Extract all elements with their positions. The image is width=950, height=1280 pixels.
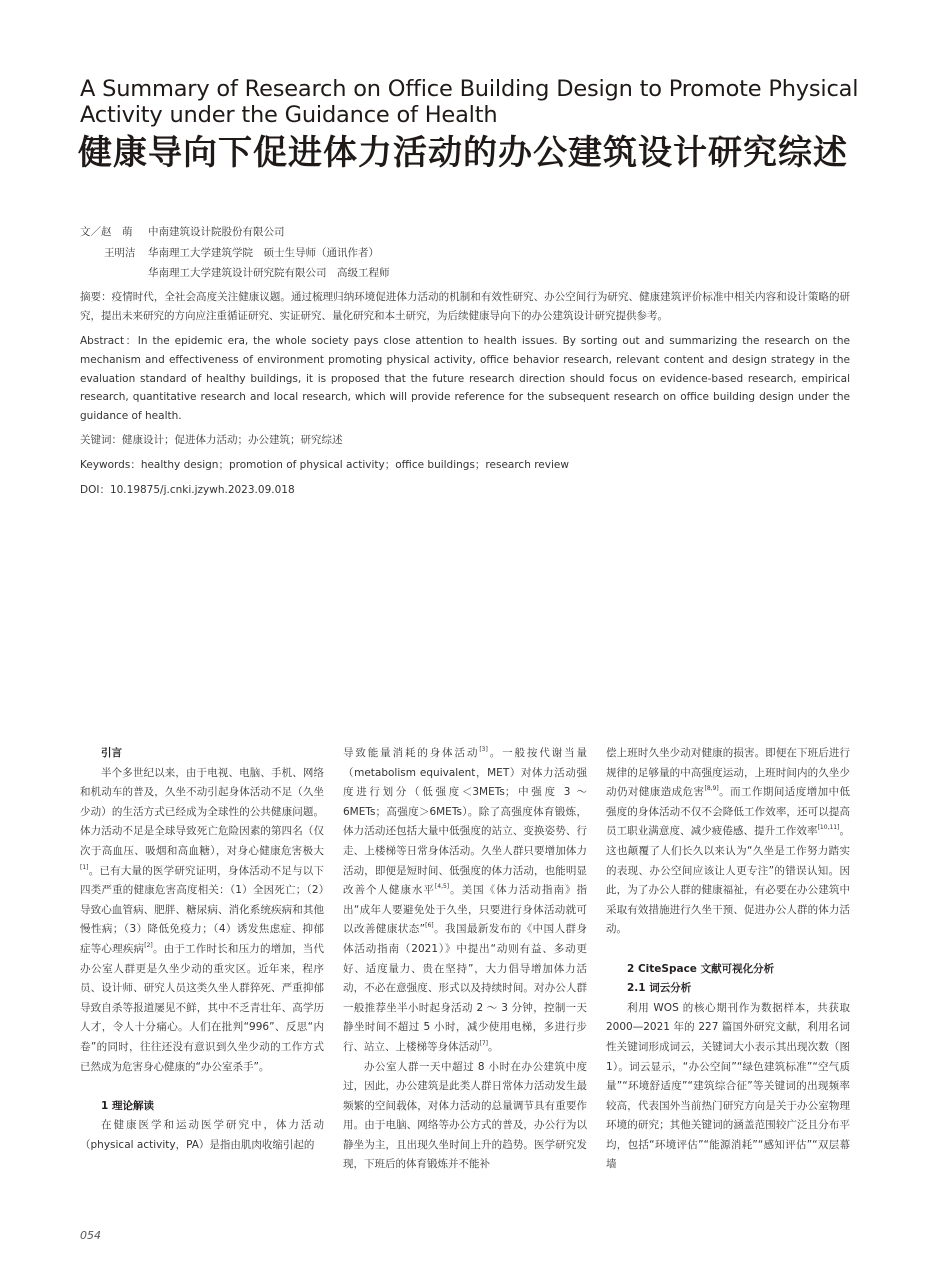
intro-paragraph: 半个多世纪以来，由于电视、电脑、手机、网络和机动车的普及，久坐不动引起身体活动不足（久坐少动）的生活方式已经成为全球性的公共健康问题。体力活动不足是全球导致死亡危险因素的第四名（仅次于高血压、吸烟和高血糖），对身心健康危害极大[1]。已有大量的医学研究证明，身体活动不足与以下四类严重的健康危害高度相关：（1）全因死亡；（2）导致心血管病、肥胖、糖尿病、消化系统疾病和其他慢性病；（3）降低免疫力；（4）诱发焦虑症、抑郁症等心理疾病[2]。由于工作时长和压力的增加，当代办公室人群更是久坐少动的重灾区。近年来，程序员、设计师、研究人员这类久坐人群猝死、严重抑郁导致自杀等报道屡见不鲜，其中不乏青壮年、高学历人才，令人十分痛心。人们在批判“996”、反思“内卷”的同时，往往还没有意识到久坐少动的工作方式已然成为危害身心健康的“办公室杀手”。 (80, 766, 325, 1073)
citation: [4,5] (434, 883, 450, 891)
theory-paragraph-cont: 导致能量消耗的身体活动[3]。一般按代谢当量（metabolism equivalent，MET）对体力活动强度进行划分（低强度＜3METs；中强度 3 ～ 6METs；高强度＞6METs）。除了高强度体育锻炼，体力活动还包括大量中低强度的站立、变换姿势、行走、上楼梯等日常身体活动。久坐人群只要增加体力活动，即便是短时间、低强度的体力活动，也能明显改善个人健康水平[4,5]。美国《体力活动指南》指出“成年人要避免处于久坐，只要进行身体活动就可以改善健康状态”[6]。我国最新发布的《中国人群身体活动指南（2021）》中提出“动则有益、多动更好、适度量力、贵在坚持”，大力倡导增加体力活动，不必在意强度、形式以及持续时间。对办公人群一般推荐坐半小时起身活动 2 ～ 3 分钟，控制一天静坐时间不超过 5 小时，减少使用电梯，多进行步行、站立、上楼梯等身体活动[7]。 (343, 746, 588, 1053)
section-2-1-heading: 2.1 词云分析 (627, 982, 692, 995)
abstract-chinese: 摘要：疫情时代，全社会高度关注健康议题。通过梳理归纳环境促进体力活动的机制和有效性研究、办公空间行为研究、健康建筑评价标准中相关内容和设计策略的研究，提出未来研究的方向应注重循证研究、实证研究、量化研究和本土研究，为后续健康导向下的办公建筑设计研究提供参考。 (80, 291, 850, 322)
author-2-affiliation: 华南理工大学建筑学院 硕士生导师（通讯作者） (148, 246, 379, 259)
citation: [6] (425, 922, 434, 930)
citation: [10,11] (817, 824, 840, 832)
author-1-name: 赵 萌 (101, 226, 133, 238)
wordcloud-paragraph: 利用 WOS 的核心期刊作为数据样本，共获取 2000—2021 年的 227 篇国外研究文献，利用名词性关键词形成词云，关键词大小表示其出现次数（图 1）。词云显示，“办公空间”“绿色建筑标准”“空气质量”“环境舒适度”“建筑综合征”等关键词的出现频率较高，代表国外当前热门研究方向是关于办公室物理环境的研究；其他关键词的涵盖范围较广泛且分布平均，包括“环境评估”“能源消耗”“感知评估”“双层幕墙 (606, 1001, 850, 1171)
page-number: 054 (80, 1229, 101, 1242)
body-column-1 (80, 744, 324, 1155)
abstract-english: Abstract：In the epidemic era, the whole society pays close attention to health issues. By sorting out and summarizing the research on the mechanism and effectiveness of environment promoting physical activity, office behavior research, relevant content and design strategy in the evaluation standard of healthy buildings, it is proposed that the future research direction should focus on evidence-based research, empirical research, quantitative research and local research, which will provide reference for the subsequent research on office building design under the guidance of health. (80, 335, 850, 423)
citation: [2] (144, 941, 153, 949)
intro-heading: 引言 (101, 747, 122, 759)
author-block (80, 222, 390, 284)
section-1-heading: 1 理论解读 (101, 1099, 154, 1112)
keywords-chinese: 关键词：健康设计；促进体力活动；办公建筑；研究综述 (80, 434, 343, 446)
keywords-english: Keywords：healthy design；promotion of physical activity；office buildings；research review (80, 459, 569, 471)
section-2-heading: 2 CiteSpace 文献可视化分析 (627, 962, 775, 975)
office-paragraph-cont: 偿上班时久坐少动对健康的损害。即便在下班后进行规律的足够量的中高强度运动，上班时间内的久坐少动仍对健康造成危害[8,9]。而工作期间适度增加中低强度的身体活动不仅不会降低工作效率，还可以提高员工职业满意度、减少疲倦感、提升工作效率[10,11]。这也颠覆了人们长久以来认为“久坐是工作努力踏实的表现、办公空间应该让人更专注”的错误认知。因此，为了办公人群的健康福祉，有必要在办公建筑中采取有效措施进行久坐干预、促进办公人群的体力活动。 (606, 747, 851, 936)
body-column-3 (606, 744, 850, 1175)
office-paragraph: 办公室人群一天中超过 8 小时在办公建筑中度过，因此，办公建筑是此类人群日常体力活动发生最频繁的空间载体，对体力活动的总量调节具有重要作用。由于电脑、网络等办公方式的普及，办公行为以静坐为主，且出现久坐时间上升的趋势。医学研究发现，下班后的体育锻炼并不能补 (343, 1060, 587, 1171)
title-chinese: 健康导向下促进体力活动的办公建筑设计研究综述 (78, 133, 848, 173)
body-column-2 (343, 744, 587, 1175)
author-2-affiliation-2: 华南理工大学建筑设计研究院有限公司 高级工程师 (148, 267, 390, 279)
doi: DOI：10.19875/j.cnki.jzywh.2023.09.018 (80, 484, 295, 496)
author-1-affiliation: 中南建筑设计院股份有限公司 (148, 226, 285, 238)
citation: [1] (80, 863, 89, 871)
citation: [7] (479, 1039, 488, 1047)
citation: [8,9] (704, 785, 719, 793)
author-2-name: 王明洁 (104, 246, 136, 259)
citation: [3] (479, 746, 488, 753)
title-english: A Summary of Research on Office Building Design to Promote Physical Activity under the Guidance of Health (80, 76, 859, 128)
author-prefix: 文／ (80, 226, 101, 238)
theory-paragraph: 在健康医学和运动医学研究中，体力活动（physical activity，PA）是指由肌肉收缩引起的 (80, 1119, 324, 1151)
